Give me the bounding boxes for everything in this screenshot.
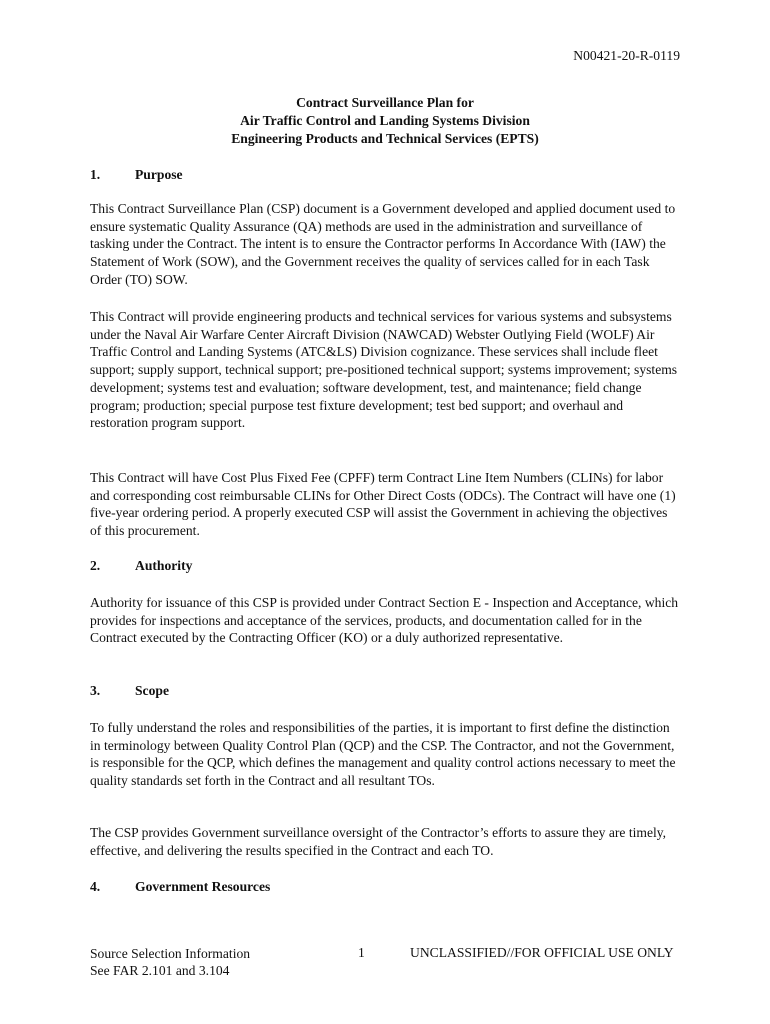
section-number: 4. — [90, 879, 101, 894]
section-number: 3. — [90, 683, 101, 698]
title-line-2: Air Traffic Control and Landing Systems Division — [240, 113, 530, 128]
section-heading-authority — [90, 558, 192, 574]
title-line-3: Engineering Products and Technical Services (EPTS) — [231, 131, 539, 146]
footer-left-line-2: See FAR 2.101 and 3.104 — [90, 963, 230, 978]
section-title: Purpose — [135, 167, 183, 182]
section-number: 1. — [90, 167, 101, 182]
page-number: 1 — [358, 945, 365, 960]
paragraph-scope-2: The CSP provides Government surveillance oversight of the Contractor’s efforts to assure they are timely, effective, and delivering the results specified in the Contract and each TO. — [90, 825, 667, 858]
paragraph-purpose-1: This Contract Surveillance Plan (CSP) document is a Government developed and applied document used to ensure systematic Quality Assurance (QA) methods are used in the administration and surveillance of tasking under the Contract. The intent is to ensure the Contractor performs In Accordance With (IAW) the Statement of Work (SOW), and the Government receives the quality of services called for in each Task Order (TO) SOW. — [90, 201, 676, 287]
paragraph-scope-1: To fully understand the roles and responsibilities of the parties, it is important to first define the distinction in terminology between Quality Control Plan (QCP) and the CSP. The Contractor, and not the Government, is responsible for the QCP, which defines the management and quality control actions necessary to meet the quality standards set forth in the Contract and all resultant TOs. — [90, 720, 676, 789]
section-heading-scope — [90, 683, 169, 699]
document-number: N00421-20-R-0119 — [573, 48, 680, 63]
paragraph-purpose-3: This Contract will have Cost Plus Fixed Fee (CPFF) term Contract Line Item Numbers (CLINs) for labor and corresponding cost reimbursable CLINs for Other Direct Costs (ODCs). The Contract will have one (1) five-year ordering period. A properly executed CSP will assist the Government in achieving the objectives of this procurement. — [90, 470, 676, 539]
paragraph-authority-1: Authority for issuance of this CSP is provided under Contract Section E - Inspection and Acceptance, which provides for inspections and acceptance of the services, products, and documentation called for in the Contract executed by the Contracting Officer (KO) or a duly authorized representative. — [90, 595, 679, 646]
footer-left-line-1: Source Selection Information — [90, 946, 251, 961]
document-title — [0, 94, 770, 148]
section-title: Authority — [135, 558, 193, 573]
section-title: Scope — [135, 683, 169, 698]
section-number: 2. — [90, 558, 101, 573]
section-title: Government Resources — [135, 879, 271, 894]
section-heading-government-resources — [90, 879, 270, 895]
section-heading-purpose — [90, 167, 183, 183]
paragraph-purpose-2: This Contract will provide engineering products and technical services for various systems and subsystems under the Naval Air Warfare Center Aircraft Division (NAWCAD) Webster Outlying Field (WOLF) Air Traffic Control and Landing Systems (ATC&LS) Division cognizance. These services shall include fleet support; supply support, technical support; pre-positioned technical support; systems improvement; systems development; systems test and evaluation; software development, test, and maintenance; field change program; production; special purpose test fixture development; test bed support; and overhaul and restoration program support. — [90, 309, 678, 431]
footer-source-selection — [90, 945, 250, 979]
title-line-1: Contract Surveillance Plan for — [296, 95, 474, 110]
classification-marking: UNCLASSIFIED//FOR OFFICIAL USE ONLY — [410, 945, 674, 960]
